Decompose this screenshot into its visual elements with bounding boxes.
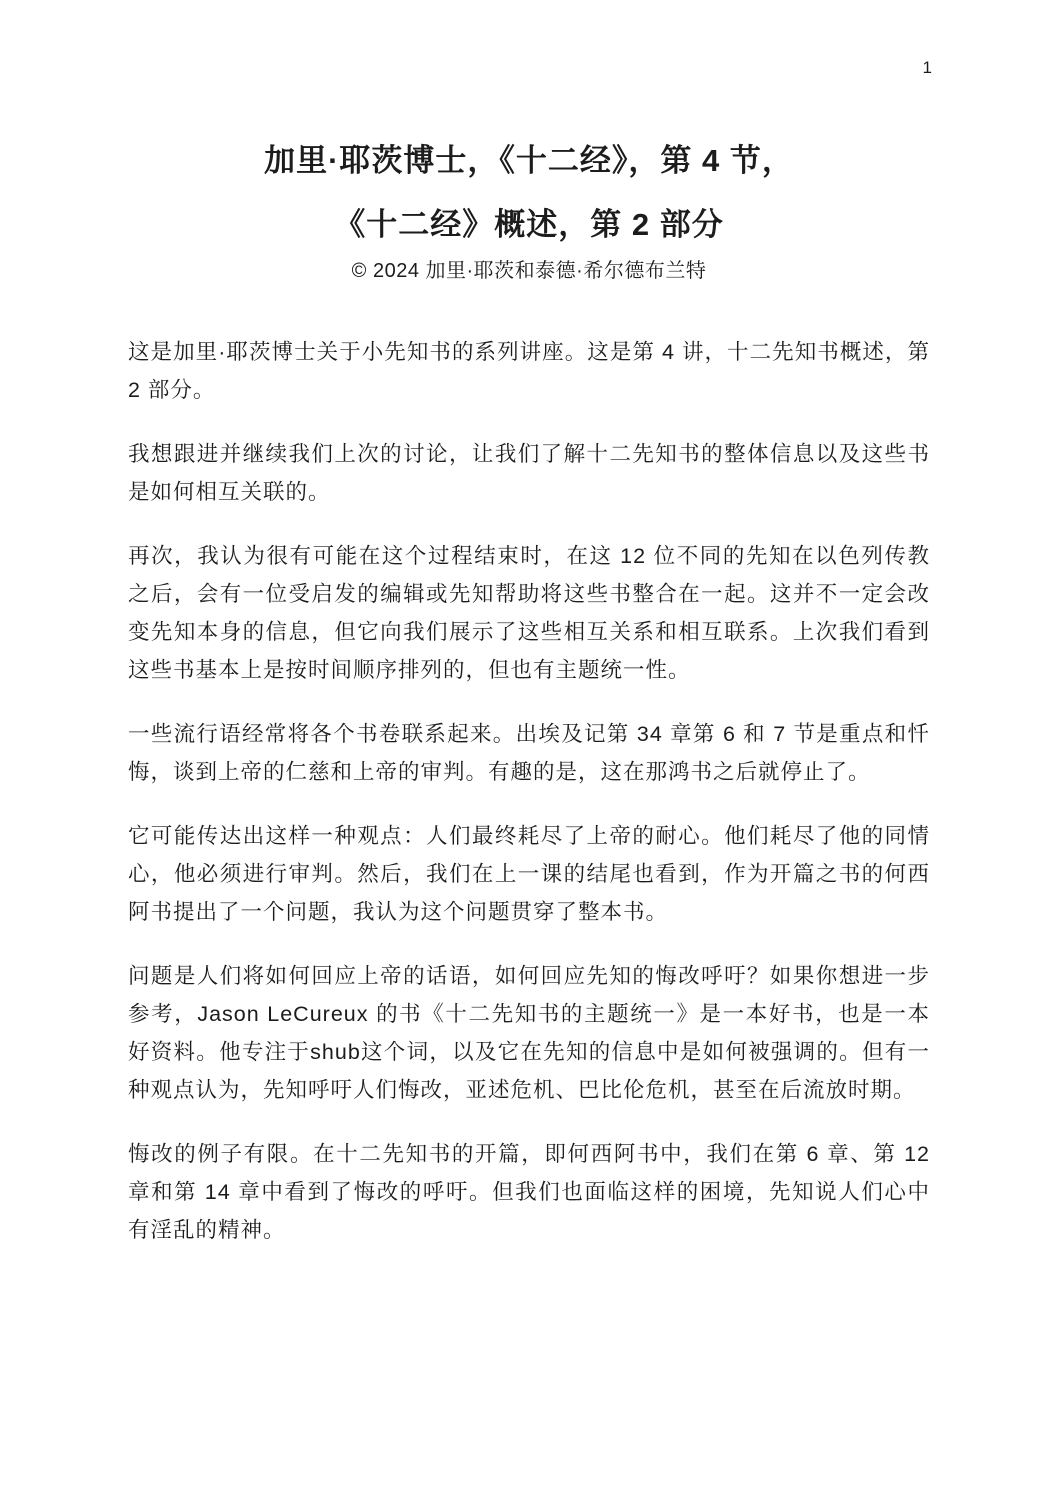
- document-title-line2: 《十二经》概述，第 2 部分: [334, 207, 724, 242]
- copyright-line: © 2024 加里·耶茨和泰德·希尔德布兰特: [351, 260, 707, 282]
- page-number: 1: [922, 58, 932, 77]
- paragraph: 我想跟进并继续我们上次的讨论，让我们了解十二先知书的整体信息以及这些书是如何相互关联的。: [128, 442, 930, 504]
- document-content: [128, 0, 930, 1275]
- paragraph: 一些流行语经常将各个书卷联系起来。出埃及记第 34 章第 6 和 7 节是重点和忏悔，谈到上帝的仁慈和上帝的审判。有趣的是，这在那鸿书之后就停止了。: [128, 722, 930, 784]
- paragraph: 它可能传达出这样一种观点：人们最终耗尽了上帝的耐心。他们耗尽了他的同情心，他必须进行审判。然后，我们在上一课的结尾也看到，作为开篇之书的何西阿书提出了一个问题，我认为这个问题贯穿了整本书。: [128, 824, 930, 924]
- paragraph: 这是加里·耶茨博士关于小先知书的系列讲座。这是第 4 讲，十二先知书概述，第 2 部分。: [128, 340, 930, 402]
- document-body: [128, 333, 930, 1249]
- paragraph: 问题是人们将如何回应上帝的话语，如何回应先知的悔改呼吁？如果你想进一步参考，Jason LeCureux 的书《十二先知书的主题统一》是一本好书，也是一本好资料。他专注于shub这个词，以及它在先知的信息中是如何被强调的。但有一种观点认为，先知呼吁人们悔改，亚述危机、巴比伦危机，甚至在后流放时期。: [128, 964, 930, 1102]
- document-title: [128, 0, 930, 257]
- paragraph: 再次，我认为很有可能在这个过程结束时，在这 12 位不同的先知在以色列传教之后，会有一位受启发的编辑或先知帮助将这些书整合在一起。这并不一定会改变先知本身的信息，但它向我们展示了这些相互关系和相互联系。上次我们看到这些书基本上是按时间顺序排列的，但也有主题统一性。: [128, 544, 930, 682]
- paragraph: 悔改的例子有限。在十二先知书的开篇，即何西阿书中，我们在第 6 章、第 12 章和第 14 章中看到了悔改的呼吁。但我们也面临这样的困境，先知说人们心中有淫乱的精神。: [128, 1142, 930, 1242]
- document-title-line1: 加里·耶茨博士，《十二经》，第 4 节，: [264, 143, 794, 178]
